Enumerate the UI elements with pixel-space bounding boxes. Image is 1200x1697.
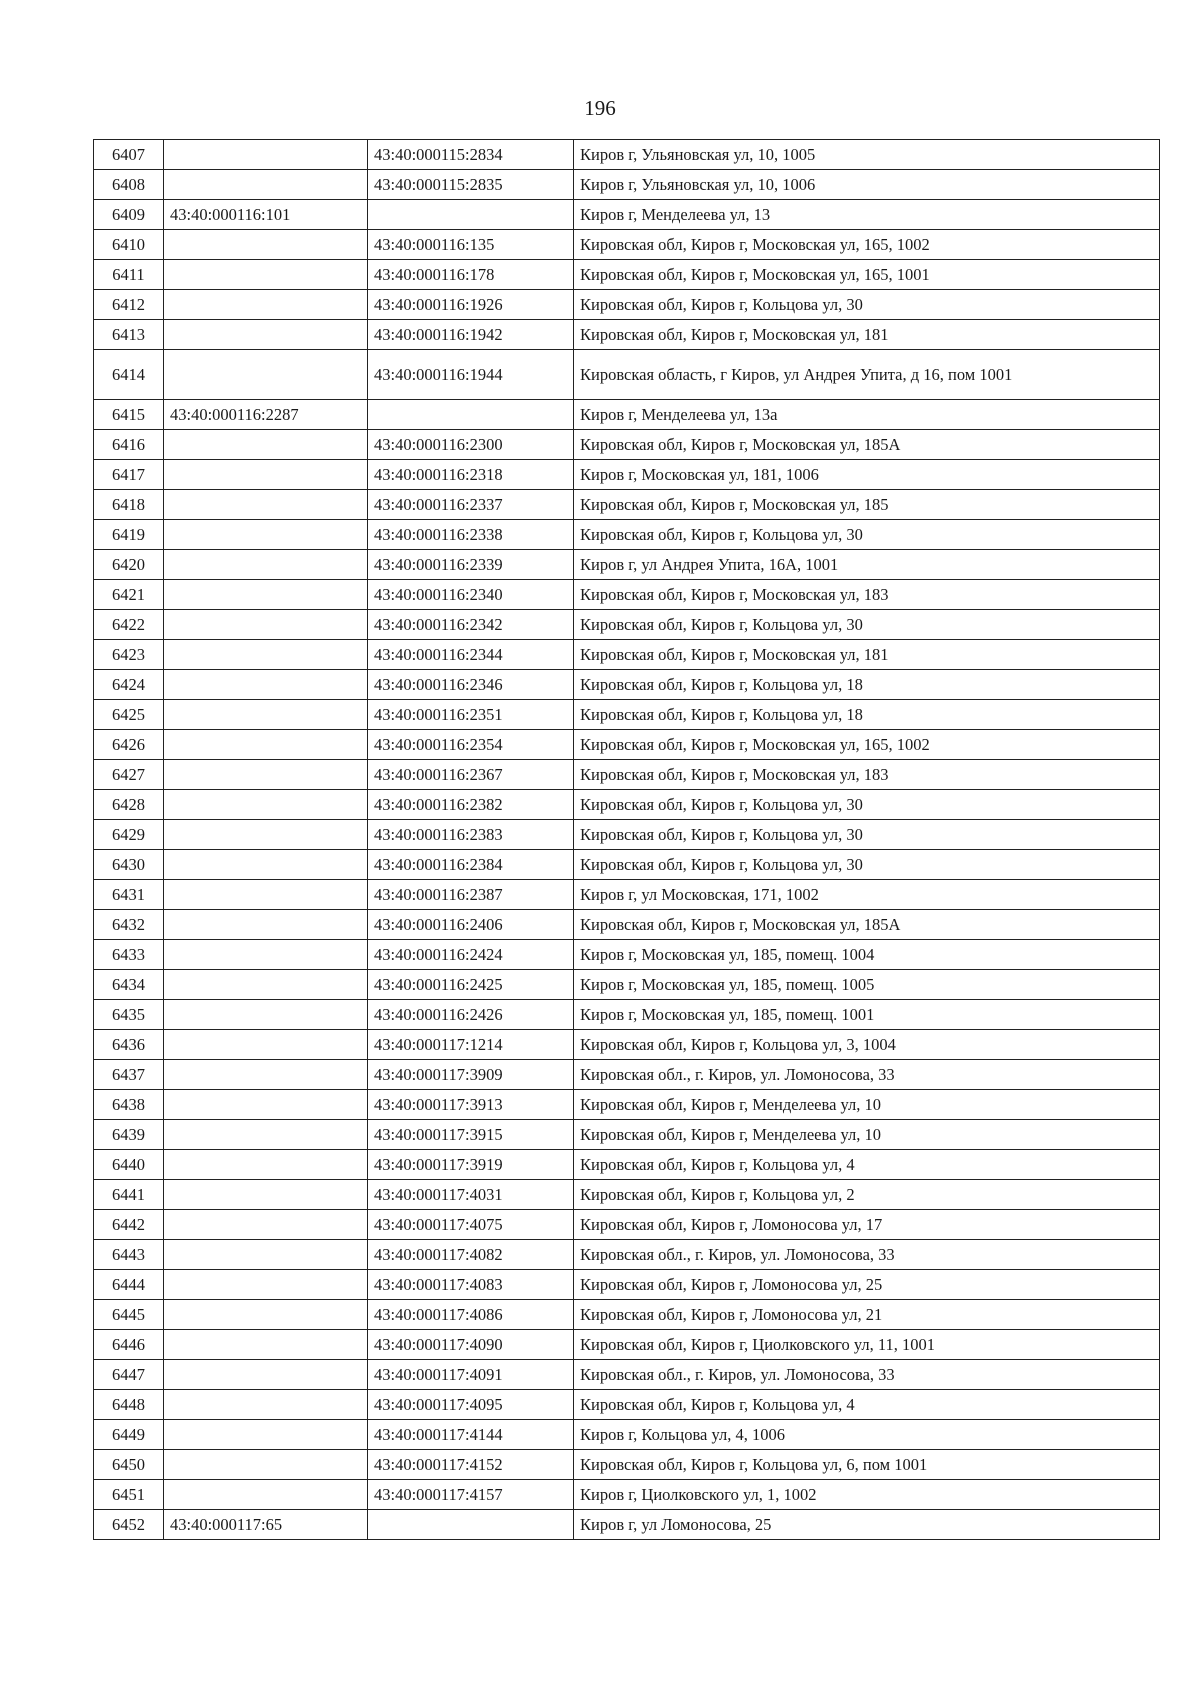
row-number-cell: 6448 (94, 1390, 164, 1420)
land-cadastral-cell (164, 1300, 368, 1330)
table-row (94, 1510, 1160, 1540)
address-cell: Киров г, ул Андрея Упита, 16А, 1001 (574, 550, 1160, 580)
row-number-cell: 6411 (94, 260, 164, 290)
address-cell: Киров г, Ульяновская ул, 10, 1005 (574, 140, 1160, 170)
land-cadastral-cell (164, 430, 368, 460)
land-cadastral-cell (164, 970, 368, 1000)
land-cadastral-cell (164, 260, 368, 290)
address-cell: Кировская обл, Киров г, Кольцова ул, 4 (574, 1390, 1160, 1420)
table-row (94, 730, 1160, 760)
object-cadastral-cell (368, 400, 574, 430)
object-cadastral-cell: 43:40:000116:2426 (368, 1000, 574, 1030)
row-number-cell: 6439 (94, 1120, 164, 1150)
row-number-cell: 6435 (94, 1000, 164, 1030)
row-number-cell: 6438 (94, 1090, 164, 1120)
object-cadastral-cell: 43:40:000115:2835 (368, 170, 574, 200)
table-row (94, 700, 1160, 730)
table-row (94, 430, 1160, 460)
table-row (94, 1330, 1160, 1360)
row-number-cell: 6412 (94, 290, 164, 320)
row-number-cell: 6410 (94, 230, 164, 260)
table-row (94, 1120, 1160, 1150)
land-cadastral-cell (164, 1120, 368, 1150)
object-cadastral-cell: 43:40:000117:4152 (368, 1450, 574, 1480)
land-cadastral-cell (164, 760, 368, 790)
address-cell: Кировская обл., г. Киров, ул. Ломоносова, 33 (574, 1360, 1160, 1390)
land-cadastral-cell (164, 350, 368, 400)
land-cadastral-cell (164, 1360, 368, 1390)
land-cadastral-cell (164, 1090, 368, 1120)
land-cadastral-cell (164, 940, 368, 970)
object-cadastral-cell: 43:40:000117:4091 (368, 1360, 574, 1390)
table-row (94, 1060, 1160, 1090)
object-cadastral-cell: 43:40:000116:2346 (368, 670, 574, 700)
object-cadastral-cell (368, 1510, 574, 1540)
table-row (94, 1300, 1160, 1330)
object-cadastral-cell: 43:40:000116:2406 (368, 910, 574, 940)
address-cell: Киров г, Менделеева ул, 13а (574, 400, 1160, 430)
address-cell: Кировская обл, Киров г, Московская ул, 185А (574, 910, 1160, 940)
table-row (94, 1420, 1160, 1450)
row-number-cell: 6437 (94, 1060, 164, 1090)
address-cell: Кировская обл, Киров г, Кольцова ул, 3, 1004 (574, 1030, 1160, 1060)
address-cell: Кировская обл, Киров г, Московская ул, 165, 1002 (574, 730, 1160, 760)
land-cadastral-cell (164, 1480, 368, 1510)
address-cell: Кировская обл, Киров г, Кольцова ул, 30 (574, 610, 1160, 640)
table-row (94, 1480, 1160, 1510)
object-cadastral-cell: 43:40:000117:3909 (368, 1060, 574, 1090)
land-cadastral-cell (164, 170, 368, 200)
table-row (94, 550, 1160, 580)
land-cadastral-cell (164, 910, 368, 940)
address-cell: Кировская обл, Киров г, Московская ул, 181 (574, 320, 1160, 350)
address-cell: Кировская обл, Киров г, Ломоносова ул, 25 (574, 1270, 1160, 1300)
address-cell: Кировская обл, Киров г, Кольцова ул, 4 (574, 1150, 1160, 1180)
object-cadastral-cell: 43:40:000117:3919 (368, 1150, 574, 1180)
object-cadastral-cell: 43:40:000116:2425 (368, 970, 574, 1000)
row-number-cell: 6414 (94, 350, 164, 400)
land-cadastral-cell (164, 670, 368, 700)
object-cadastral-cell: 43:40:000116:2383 (368, 820, 574, 850)
land-cadastral-cell (164, 460, 368, 490)
address-cell: Киров г, ул Московская, 171, 1002 (574, 880, 1160, 910)
object-cadastral-cell: 43:40:000117:3915 (368, 1120, 574, 1150)
table-row (94, 1030, 1160, 1060)
table-row (94, 1390, 1160, 1420)
object-cadastral-cell: 43:40:000117:4090 (368, 1330, 574, 1360)
address-cell: Кировская обл, Киров г, Кольцова ул, 30 (574, 790, 1160, 820)
object-cadastral-cell: 43:40:000116:2344 (368, 640, 574, 670)
address-cell: Киров г, Московская ул, 185, помещ. 1005 (574, 970, 1160, 1000)
object-cadastral-cell: 43:40:000116:178 (368, 260, 574, 290)
land-cadastral-cell (164, 290, 368, 320)
table-row (94, 1000, 1160, 1030)
object-cadastral-cell: 43:40:000116:2337 (368, 490, 574, 520)
land-cadastral-cell (164, 1420, 368, 1450)
row-number-cell: 6420 (94, 550, 164, 580)
land-cadastral-cell (164, 610, 368, 640)
table-row (94, 400, 1160, 430)
land-cadastral-cell (164, 880, 368, 910)
object-cadastral-cell (368, 200, 574, 230)
address-cell: Кировская обл, Киров г, Кольцова ул, 30 (574, 820, 1160, 850)
table-row (94, 140, 1160, 170)
object-cadastral-cell: 43:40:000116:2367 (368, 760, 574, 790)
row-number-cell: 6434 (94, 970, 164, 1000)
land-cadastral-cell (164, 1390, 368, 1420)
row-number-cell: 6426 (94, 730, 164, 760)
row-number-cell: 6441 (94, 1180, 164, 1210)
land-cadastral-cell (164, 640, 368, 670)
land-cadastral-cell (164, 320, 368, 350)
row-number-cell: 6442 (94, 1210, 164, 1240)
land-cadastral-cell: 43:40:000116:101 (164, 200, 368, 230)
address-cell: Киров г, Ульяновская ул, 10, 1006 (574, 170, 1160, 200)
address-cell: Киров г, ул Ломоносова, 25 (574, 1510, 1160, 1540)
object-cadastral-cell: 43:40:000116:2384 (368, 850, 574, 880)
table-row (94, 970, 1160, 1000)
table-row (94, 910, 1160, 940)
row-number-cell: 6409 (94, 200, 164, 230)
land-cadastral-cell (164, 790, 368, 820)
address-cell: Кировская обл, Киров г, Московская ул, 165, 1001 (574, 260, 1160, 290)
object-cadastral-cell: 43:40:000116:1926 (368, 290, 574, 320)
object-cadastral-cell: 43:40:000117:3913 (368, 1090, 574, 1120)
row-number-cell: 6446 (94, 1330, 164, 1360)
table-row (94, 1240, 1160, 1270)
table-row (94, 1090, 1160, 1120)
row-number-cell: 6449 (94, 1420, 164, 1450)
row-number-cell: 6432 (94, 910, 164, 940)
object-cadastral-cell: 43:40:000116:2300 (368, 430, 574, 460)
address-cell: Кировская обл, Киров г, Менделеева ул, 10 (574, 1090, 1160, 1120)
object-cadastral-cell: 43:40:000116:2342 (368, 610, 574, 640)
object-cadastral-cell: 43:40:000115:2834 (368, 140, 574, 170)
object-cadastral-cell: 43:40:000117:1214 (368, 1030, 574, 1060)
row-number-cell: 6415 (94, 400, 164, 430)
row-number-cell: 6444 (94, 1270, 164, 1300)
address-cell: Кировская обл, Киров г, Московская ул, 181 (574, 640, 1160, 670)
row-number-cell: 6451 (94, 1480, 164, 1510)
row-number-cell: 6445 (94, 1300, 164, 1330)
table-row (94, 230, 1160, 260)
land-cadastral-cell (164, 140, 368, 170)
object-cadastral-cell: 43:40:000116:2382 (368, 790, 574, 820)
address-cell: Кировская обл, Киров г, Кольцова ул, 30 (574, 290, 1160, 320)
address-cell: Кировская обл, Киров г, Ломоносова ул, 21 (574, 1300, 1160, 1330)
object-cadastral-cell: 43:40:000116:2340 (368, 580, 574, 610)
land-cadastral-cell (164, 520, 368, 550)
land-cadastral-cell (164, 1150, 368, 1180)
table-row (94, 670, 1160, 700)
object-cadastral-cell: 43:40:000116:2318 (368, 460, 574, 490)
table-row (94, 1210, 1160, 1240)
address-cell: Киров г, Московская ул, 181, 1006 (574, 460, 1160, 490)
land-cadastral-cell (164, 730, 368, 760)
table-row (94, 200, 1160, 230)
land-cadastral-cell (164, 1000, 368, 1030)
table-row (94, 260, 1160, 290)
table-row (94, 880, 1160, 910)
land-cadastral-cell (164, 1270, 368, 1300)
address-cell: Киров г, Московская ул, 185, помещ. 1004 (574, 940, 1160, 970)
address-cell: Кировская обл, Киров г, Московская ул, 185 (574, 490, 1160, 520)
table-row (94, 520, 1160, 550)
object-cadastral-cell: 43:40:000117:4075 (368, 1210, 574, 1240)
address-cell: Кировская обл, Киров г, Кольцова ул, 18 (574, 670, 1160, 700)
object-cadastral-cell: 43:40:000116:2354 (368, 730, 574, 760)
land-cadastral-cell (164, 1210, 368, 1240)
row-number-cell: 6422 (94, 610, 164, 640)
land-cadastral-cell (164, 550, 368, 580)
address-cell: Кировская обл, Киров г, Кольцова ул, 18 (574, 700, 1160, 730)
address-cell: Киров г, Менделеева ул, 13 (574, 200, 1160, 230)
address-cell: Кировская область, г Киров, ул Андрея Упита, д 16, пом 1001 (574, 350, 1160, 400)
object-cadastral-cell: 43:40:000117:4083 (368, 1270, 574, 1300)
table-row (94, 640, 1160, 670)
table-row (94, 350, 1160, 400)
table-row (94, 760, 1160, 790)
table-row (94, 170, 1160, 200)
address-cell: Кировская обл, Киров г, Менделеева ул, 10 (574, 1120, 1160, 1150)
table-row (94, 1450, 1160, 1480)
land-cadastral-cell (164, 1060, 368, 1090)
row-number-cell: 6433 (94, 940, 164, 970)
table-row (94, 1150, 1160, 1180)
object-cadastral-cell: 43:40:000117:4031 (368, 1180, 574, 1210)
land-cadastral-cell (164, 1240, 368, 1270)
address-cell: Киров г, Циолковского ул, 1, 1002 (574, 1480, 1160, 1510)
table-row (94, 460, 1160, 490)
object-cadastral-cell: 43:40:000116:1944 (368, 350, 574, 400)
row-number-cell: 6416 (94, 430, 164, 460)
table-row (94, 1180, 1160, 1210)
land-cadastral-cell (164, 1330, 368, 1360)
address-cell: Кировская обл, Киров г, Кольцова ул, 2 (574, 1180, 1160, 1210)
address-cell: Киров г, Кольцова ул, 4, 1006 (574, 1420, 1160, 1450)
object-cadastral-cell: 43:40:000117:4157 (368, 1480, 574, 1510)
land-cadastral-cell (164, 700, 368, 730)
object-cadastral-cell: 43:40:000117:4095 (368, 1390, 574, 1420)
address-cell: Кировская обл, Киров г, Кольцова ул, 6, пом 1001 (574, 1450, 1160, 1480)
address-cell: Кировская обл, Киров г, Московская ул, 185А (574, 430, 1160, 460)
page-number: 196 (584, 96, 616, 120)
row-number-cell: 6428 (94, 790, 164, 820)
row-number-cell: 6440 (94, 1150, 164, 1180)
row-number-cell: 6450 (94, 1450, 164, 1480)
address-cell: Кировская обл, Киров г, Московская ул, 183 (574, 580, 1160, 610)
land-cadastral-cell: 43:40:000116:2287 (164, 400, 368, 430)
table-body (94, 140, 1160, 1540)
address-cell: Кировская обл, Киров г, Кольцова ул, 30 (574, 850, 1160, 880)
land-cadastral-cell (164, 1180, 368, 1210)
land-cadastral-cell (164, 850, 368, 880)
land-cadastral-cell (164, 1030, 368, 1060)
row-number-cell: 6423 (94, 640, 164, 670)
land-cadastral-cell (164, 490, 368, 520)
property-table (93, 139, 1160, 1540)
land-cadastral-cell (164, 820, 368, 850)
object-cadastral-cell: 43:40:000116:135 (368, 230, 574, 260)
object-cadastral-cell: 43:40:000116:1942 (368, 320, 574, 350)
object-cadastral-cell: 43:40:000117:4086 (368, 1300, 574, 1330)
row-number-cell: 6447 (94, 1360, 164, 1390)
row-number-cell: 6443 (94, 1240, 164, 1270)
object-cadastral-cell: 43:40:000116:2387 (368, 880, 574, 910)
row-number-cell: 6429 (94, 820, 164, 850)
table-row (94, 610, 1160, 640)
table-row (94, 790, 1160, 820)
address-cell: Киров г, Московская ул, 185, помещ. 1001 (574, 1000, 1160, 1030)
table-row (94, 1360, 1160, 1390)
row-number-cell: 6430 (94, 850, 164, 880)
object-cadastral-cell: 43:40:000116:2351 (368, 700, 574, 730)
land-cadastral-cell (164, 580, 368, 610)
table-row (94, 290, 1160, 320)
land-cadastral-cell (164, 1450, 368, 1480)
table-row (94, 490, 1160, 520)
address-cell: Кировская обл, Киров г, Кольцова ул, 30 (574, 520, 1160, 550)
address-cell: Кировская обл, Киров г, Московская ул, 183 (574, 760, 1160, 790)
row-number-cell: 6452 (94, 1510, 164, 1540)
object-cadastral-cell: 43:40:000117:4144 (368, 1420, 574, 1450)
row-number-cell: 6418 (94, 490, 164, 520)
table-row (94, 850, 1160, 880)
address-cell: Кировская обл, Киров г, Московская ул, 165, 1002 (574, 230, 1160, 260)
object-cadastral-cell: 43:40:000117:4082 (368, 1240, 574, 1270)
table-row (94, 1270, 1160, 1300)
address-cell: Кировская обл., г. Киров, ул. Ломоносова, 33 (574, 1240, 1160, 1270)
object-cadastral-cell: 43:40:000116:2424 (368, 940, 574, 970)
row-number-cell: 6407 (94, 140, 164, 170)
address-cell: Кировская обл., г. Киров, ул. Ломоносова, 33 (574, 1060, 1160, 1090)
row-number-cell: 6425 (94, 700, 164, 730)
land-cadastral-cell (164, 230, 368, 260)
row-number-cell: 6436 (94, 1030, 164, 1060)
row-number-cell: 6427 (94, 760, 164, 790)
row-number-cell: 6408 (94, 170, 164, 200)
row-number-cell: 6431 (94, 880, 164, 910)
table-row (94, 580, 1160, 610)
row-number-cell: 6419 (94, 520, 164, 550)
address-cell: Кировская обл, Киров г, Ломоносова ул, 17 (574, 1210, 1160, 1240)
address-cell: Кировская обл, Киров г, Циолковского ул, 11, 1001 (574, 1330, 1160, 1360)
table-row (94, 820, 1160, 850)
row-number-cell: 6413 (94, 320, 164, 350)
row-number-cell: 6424 (94, 670, 164, 700)
land-cadastral-cell: 43:40:000117:65 (164, 1510, 368, 1540)
table-row (94, 320, 1160, 350)
object-cadastral-cell: 43:40:000116:2339 (368, 550, 574, 580)
row-number-cell: 6421 (94, 580, 164, 610)
row-number-cell: 6417 (94, 460, 164, 490)
object-cadastral-cell: 43:40:000116:2338 (368, 520, 574, 550)
table-row (94, 940, 1160, 970)
